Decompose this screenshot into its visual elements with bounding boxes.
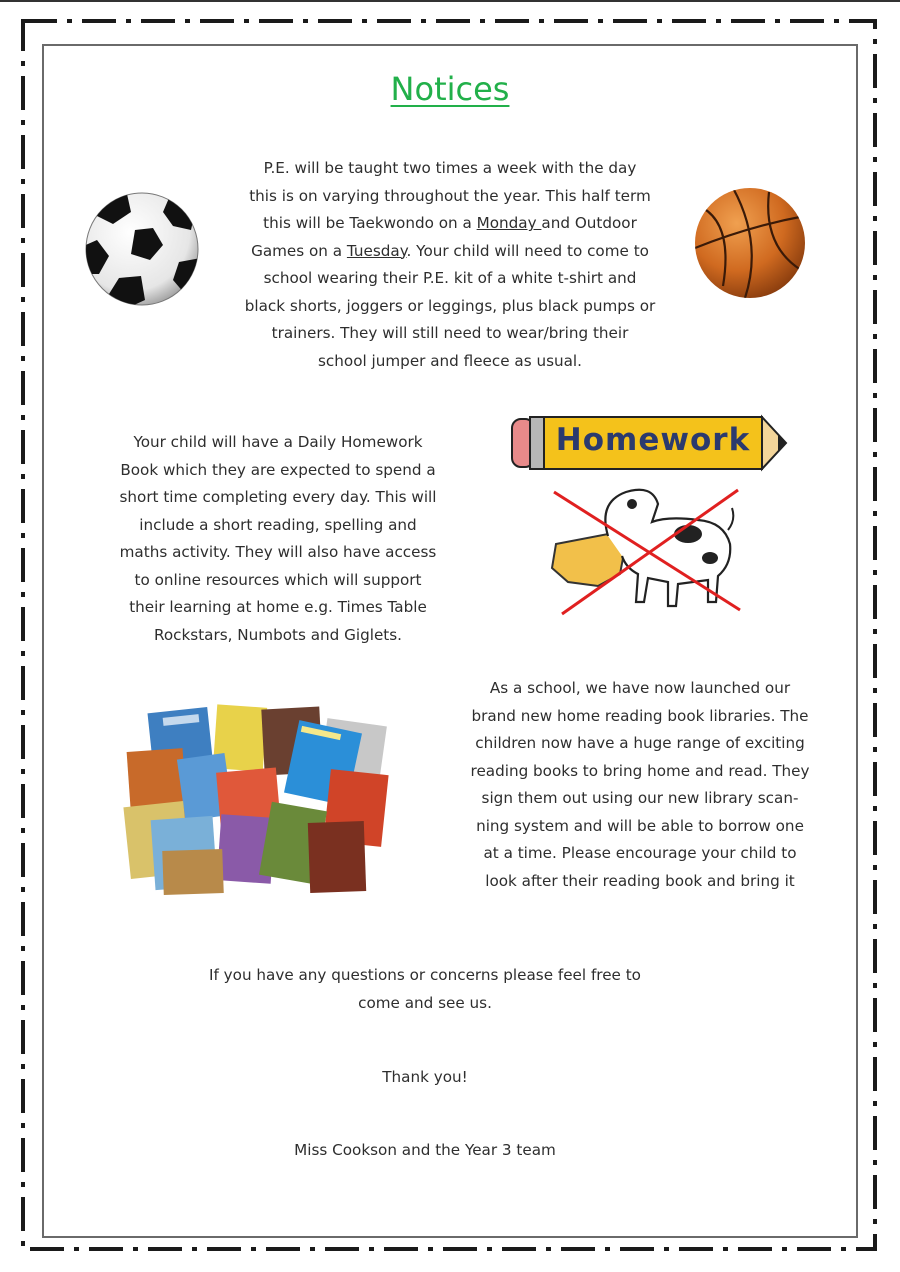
pe-line-3-c: and Outdoor xyxy=(541,214,637,232)
reading-line-7: at a time. Please encourage your child to xyxy=(483,844,797,862)
pe-line-3-monday: Monday xyxy=(476,214,542,232)
pe-line-7: trainers. They will still need to wear/bring their xyxy=(271,324,629,342)
homework-pencil-banner xyxy=(508,413,790,473)
pe-line-1: P.E. will be taught two times a week with the day xyxy=(263,159,637,177)
pe-line-6: black shorts, joggers or leggings, plus black pumps or xyxy=(244,296,656,315)
homework-line-1: Your child will have a Daily Homework xyxy=(133,433,423,451)
reading-line-2: brand new home reading book libraries. The xyxy=(471,706,809,725)
reading-line-5: sign them out using our new library scan- xyxy=(481,789,799,807)
questions-line-2: come and see us. xyxy=(358,993,492,1012)
reading-line-1: As a school, we have now launched our xyxy=(489,679,791,697)
basketball-icon xyxy=(693,186,807,300)
homework-line-3: short time completing every day. This will xyxy=(119,488,437,506)
books-pile-image xyxy=(123,700,393,900)
pe-line-2: this is on varying throughout the year. This half term xyxy=(249,186,651,205)
thank-you-text: Thank you! xyxy=(382,1068,468,1086)
reading-notice-text xyxy=(440,675,840,895)
top-edge-line xyxy=(0,0,900,2)
pe-line-4 xyxy=(215,238,685,266)
questions-line-1: If you have any questions or concerns please feel free to xyxy=(209,966,641,984)
homework-banner-text: Homework xyxy=(555,422,751,458)
homework-line-8: Rockstars, Numbots and Giglets. xyxy=(154,625,402,644)
reading-line-3: children now have a huge range of exciting xyxy=(475,734,805,752)
homework-line-4: include a short reading, spelling and xyxy=(139,515,417,534)
pe-line-4-tuesday: Tuesday xyxy=(346,241,407,260)
pe-line-8: school jumper and fleece as usual. xyxy=(318,351,582,370)
pe-line-4-c: . Your child will need to come to xyxy=(406,241,649,260)
pe-line-3-a: this will be Taekwondo on a xyxy=(263,214,477,232)
reading-line-4: reading books to bring home and read. They xyxy=(470,761,810,780)
football-icon xyxy=(83,190,201,308)
crossed-dog-icon xyxy=(548,482,748,618)
pe-line-4-a: Games on a xyxy=(251,241,347,260)
homework-line-5: maths activity. They will also have access xyxy=(119,543,437,561)
reading-line-6: ning system and will be able to borrow one xyxy=(476,816,804,835)
pe-line-3 xyxy=(215,210,685,238)
homework-notice-text xyxy=(88,429,468,649)
homework-line-2: Book which they are expected to spend a xyxy=(120,460,436,479)
signature-text: Miss Cookson and the Year 3 team xyxy=(294,1141,556,1159)
homework-line-6: to online resources which will support xyxy=(134,570,422,589)
pe-notice-text xyxy=(215,155,685,375)
reading-line-8: look after their reading book and bring it xyxy=(485,871,795,890)
homework-line-7: their learning at home e.g. Times Table xyxy=(129,598,427,616)
pe-line-5: school wearing their P.E. kit of a white t-shirt and xyxy=(263,269,637,287)
questions-text xyxy=(150,962,700,1017)
page-title: Notices xyxy=(390,70,510,108)
